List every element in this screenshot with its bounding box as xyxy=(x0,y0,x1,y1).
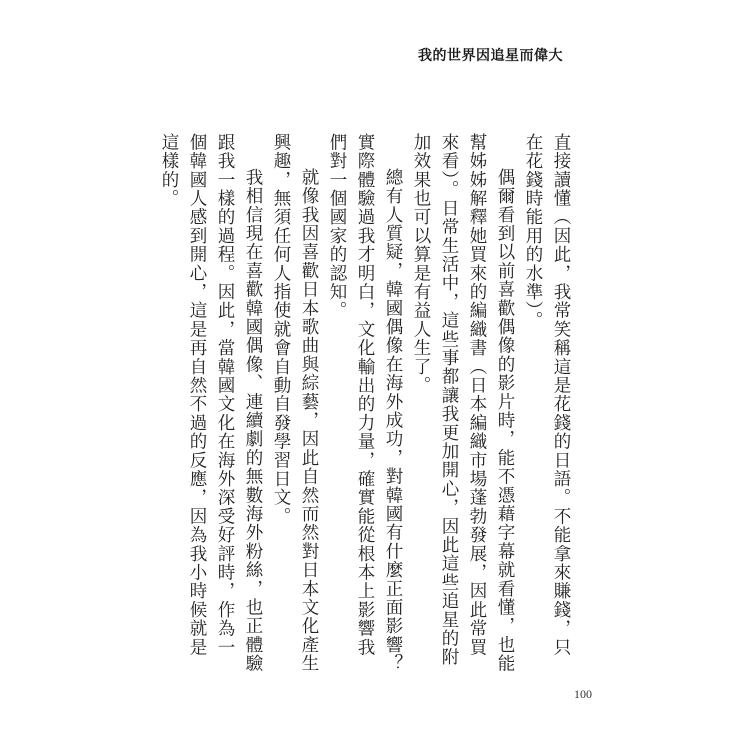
paragraph-1: 直接讀懂（因此，我常笑稱這是花錢的日語。不能拿來賺錢，只在花錢時能用的水準）。 xyxy=(523,133,571,657)
paragraph-5: 我相信現在喜歡韓國偶像、連續劇的無數海外粉絲，也正體驗跟我一樣的過程。因此，當韓國文化在海外深受好評時，作為一個韓國人感到開心，這是再自然不過的反應，因為我小時候就是這樣的。 xyxy=(159,133,263,673)
body-text xyxy=(159,133,575,673)
page-number: 100 xyxy=(574,687,592,701)
running-header-title: 我的世界因追星而偉大 xyxy=(418,48,563,64)
paragraph-4: 就像我因喜歡日本歌曲與綜藝，因此自然而然對日本文化產生興趣，無須任何人指使就會自動自發學習日文。 xyxy=(271,133,319,673)
paragraph-3: 總有人質疑，韓國偶像在海外成功，對韓國有什麼正面影響？實際體驗過我才明白，文化輸出的力量，確實能從根本上影響我們對一個國家的認知。 xyxy=(327,133,403,673)
paragraph-2: 偶爾看到以前喜歡偶像的影片時，能不憑藉字幕就看懂，也能幫姊姊解釋她買來的編織書（日本編織市場蓬勃發展，因此常買來看）。日常生活中，這些事都讓我更加開心，因此這些追星的附加效果也可以算是有益人生了。 xyxy=(411,133,515,673)
